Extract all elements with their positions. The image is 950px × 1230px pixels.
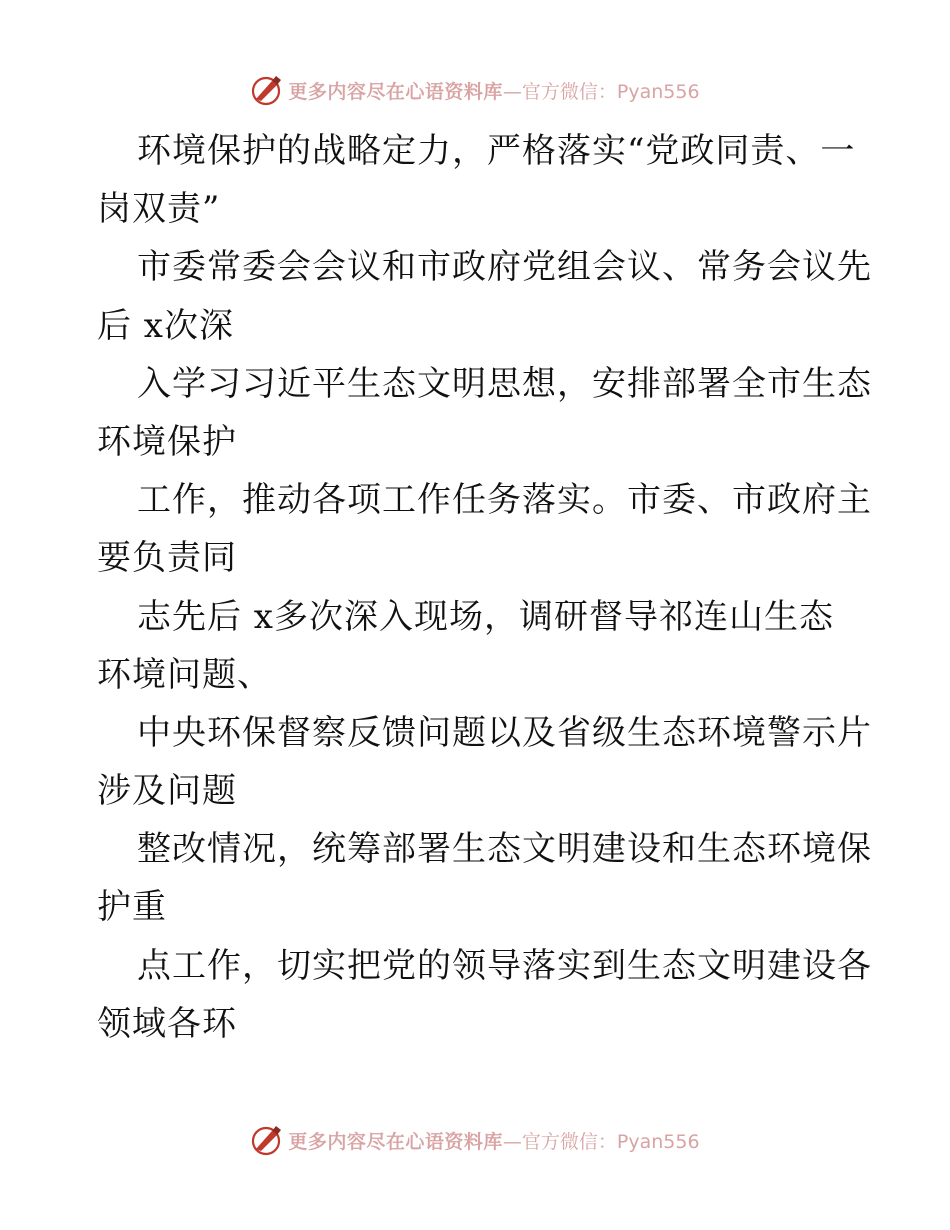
banner-sub-text: —官方微信：Pyan556 bbox=[502, 1130, 700, 1153]
body-line: 岗双责” bbox=[97, 189, 221, 230]
banner-main-text: 更多内容尽在心语资料库 bbox=[288, 1130, 503, 1153]
body-line: 护重 bbox=[97, 887, 167, 928]
body-line: 后 x次深 bbox=[97, 305, 234, 346]
body-line: 入学习习近平生态文明思想，安排部署全市生态 bbox=[137, 363, 872, 404]
body-line: 环境问题、 bbox=[97, 654, 272, 695]
header-banner bbox=[0, 70, 950, 110]
body-line: 要负责同 bbox=[97, 538, 237, 579]
document-body bbox=[97, 122, 872, 1053]
body-line: 环境保护 bbox=[97, 421, 237, 462]
body-line: 领域各环 bbox=[97, 1003, 237, 1044]
pen-logo-icon bbox=[250, 1123, 284, 1157]
body-line: 环境保护的战略定力，严格落实“党政同责、一 bbox=[137, 131, 856, 171]
body-line: 中央环保督察反馈问题以及省级生态环境警示片 bbox=[137, 712, 872, 753]
body-line: 市委常委会会议和市政府党组会议、常务会议先 bbox=[137, 247, 872, 288]
footer-banner bbox=[0, 1120, 950, 1160]
banner-main-text: 更多内容尽在心语资料库 bbox=[288, 80, 503, 103]
body-line: 工作，推动各项工作任务落实。市委、市政府主 bbox=[137, 480, 872, 521]
body-line: 涉及问题 bbox=[97, 771, 237, 812]
body-line: 志先后 x多次深入现场，调研督导祁连山生态 bbox=[137, 596, 834, 637]
body-line: 点工作，切实把党的领导落实到生态文明建设各 bbox=[137, 945, 872, 986]
body-line: 整改情况，统筹部署生态文明建设和生态环境保 bbox=[137, 829, 872, 870]
banner-sub-text: —官方微信：Pyan556 bbox=[502, 80, 700, 103]
pen-logo-icon bbox=[250, 73, 284, 107]
